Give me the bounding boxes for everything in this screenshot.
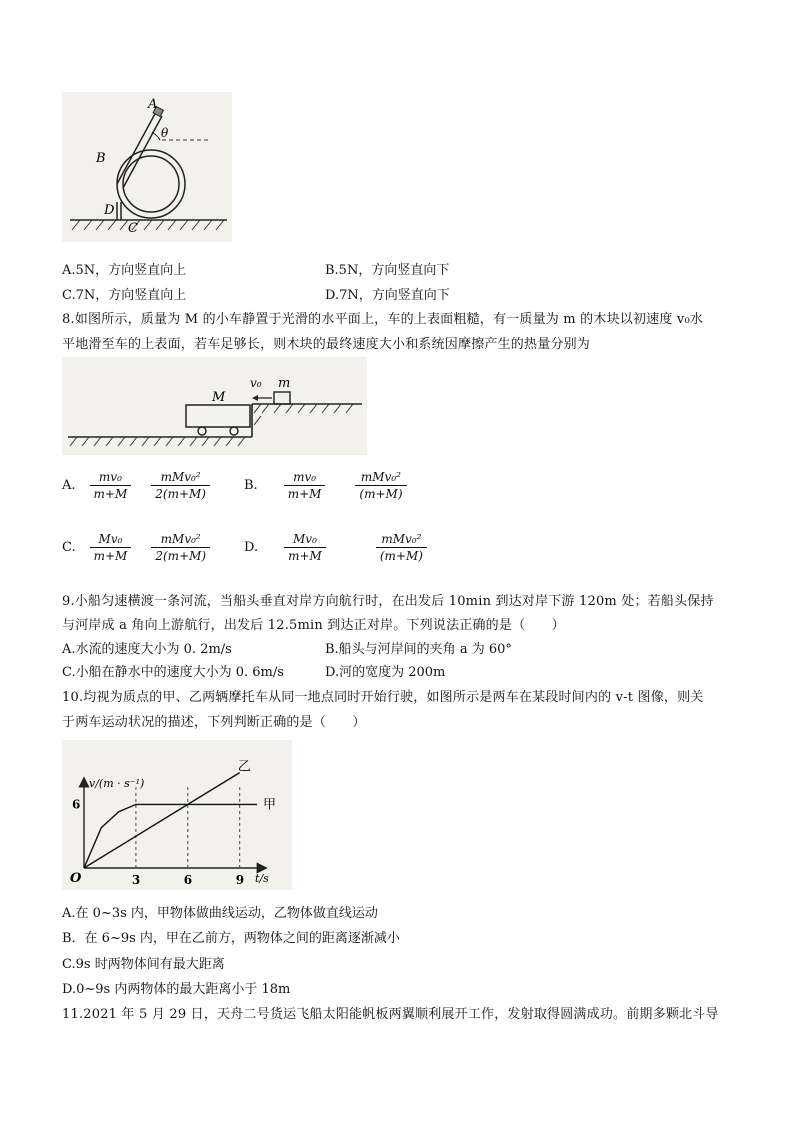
q8-option-a: [62, 470, 216, 501]
q8-option-b: [244, 470, 413, 501]
label-M: M: [212, 390, 226, 405]
q9-text-line1: 9.小船匀速横渡一条河流，当船头垂直对岸方向航行时，在出发后 10min 到达对岸下游 120m 处；若船头保持: [62, 594, 714, 609]
q8-option-d-heat: [376, 532, 427, 563]
series-line-jia: [84, 804, 257, 868]
q10-option-c: C.9s 时两物体间有最大距离: [62, 957, 225, 972]
denominator: m+M: [284, 485, 326, 501]
denominator: m+M: [90, 547, 132, 563]
denominator: m+M: [90, 485, 132, 501]
numerator: mMv₀²: [360, 470, 401, 484]
x-tick-label: 6: [183, 873, 193, 887]
q9-option-a: A.水流的速度大小为 0. 2m/s: [62, 642, 232, 657]
q9-option-d: D.河的宽度为 200m: [325, 665, 446, 680]
x-axis-label: t/s: [255, 872, 269, 885]
q8-option-b-velocity: [284, 470, 326, 501]
q7-option-a: A.5N，方向竖直向上: [62, 263, 187, 278]
vt-graph-svg: [62, 740, 292, 890]
q8-option-a-heat: [151, 470, 210, 501]
denominator: m+M: [284, 547, 326, 563]
q9-option-b: B.船头与河岸间的夹角 a 为 60°: [325, 642, 512, 657]
numerator: mMv₀²: [381, 532, 422, 546]
q9-text-line2: 与河岸成 a 角向上游航行，出发后 12.5min 到达正对岸。下列说法正确的是（ ）: [62, 618, 565, 633]
q7-option-d: D.7N，方向竖直向下: [325, 288, 450, 303]
q8-option-c-velocity: [90, 532, 132, 563]
q7-figure: [62, 92, 232, 242]
q7-option-c: C.7N，方向竖直向上: [62, 288, 187, 303]
label-m: m: [278, 376, 291, 391]
q8-option-b-label: B.: [244, 478, 258, 493]
label-B: B: [96, 151, 106, 166]
denominator: (m+M): [355, 485, 406, 501]
q8-option-d: [244, 532, 433, 563]
q10-vt-chart: [62, 740, 292, 890]
numerator: mv₀: [98, 470, 122, 484]
label-A: A: [148, 97, 158, 112]
denominator: 2(m+M): [151, 547, 210, 563]
q8-text-line1: 8.如图所示，质量为 M 的小车静置于光滑的水平面上，车的上表面粗糙，有一质量为 m 的木块以初速度 v₀水: [62, 312, 704, 327]
q10-text-line2: 于两车运动状况的描述，下列判断正确的是（ ）: [62, 715, 366, 730]
x-tick-label: 9: [235, 873, 245, 887]
q10-option-a: A.在 0~3s 内，甲物体做曲线运动，乙物体做直线运动: [62, 906, 378, 921]
cart-block-diagram: [62, 357, 367, 455]
q10-option-d: D.0~9s 内两物体的最大距离小于 18m: [62, 982, 291, 997]
q10-option-b: B．在 6~9s 内，甲在乙前方，两物体之间的距离逐渐减小: [62, 931, 400, 946]
q9-option-c: C.小船在静水中的速度大小为 0. 6m/s: [62, 665, 284, 680]
q7-option-b: B.5N，方向竖直向下: [325, 263, 450, 278]
origin-label: O: [70, 871, 82, 886]
denominator: (m+M): [376, 547, 427, 563]
y-axis-label: v/(m · s⁻¹): [89, 777, 145, 791]
denominator: 2(m+M): [151, 485, 210, 501]
numerator: mMv₀²: [160, 470, 201, 484]
q8-option-a-label: A.: [62, 478, 76, 493]
q10-text-line1: 10.均视为质点的甲、乙两辆摩托车从同一地点同时开始行驶，如图所示是两车在某段时间内的 v-t 图像，则关: [62, 690, 704, 705]
q8-option-c-label: C.: [62, 540, 76, 555]
y-tick-label: 6: [72, 797, 81, 812]
numerator: mMv₀²: [160, 532, 201, 546]
q8-option-a-velocity: [90, 470, 132, 501]
loop-track-diagram: [62, 92, 232, 242]
label-D: D: [104, 203, 115, 218]
q8-figure: [62, 357, 367, 455]
series-label-yi: 乙: [237, 759, 251, 775]
q8-text-line2: 平地滑至车的上表面，若车足够长，则木块的最终速度大小和系统因摩擦产生的热量分别为: [62, 337, 591, 352]
label-theta: θ: [161, 126, 169, 140]
x-tick-label: 3: [131, 873, 141, 887]
series-label-jia: 甲: [263, 797, 277, 813]
numerator: Mv₀: [98, 532, 123, 546]
label-v0: v₀: [250, 376, 262, 390]
q8-option-d-label: D.: [244, 540, 259, 555]
numerator: Mv₀: [293, 532, 317, 546]
q8-option-c: [62, 532, 216, 563]
numerator: mv₀: [293, 470, 317, 484]
q11-text-line1: 11.2021 年 5 月 29 日，天舟二号货运飞船太阳能帆板两翼顺利展开工作，发射取得圆满成功。前期多颗北斗导: [62, 1007, 719, 1022]
label-C: C: [128, 221, 138, 236]
q8-option-b-heat: [355, 470, 406, 501]
q8-option-d-velocity: [284, 532, 326, 563]
q8-option-c-heat: [151, 532, 210, 563]
